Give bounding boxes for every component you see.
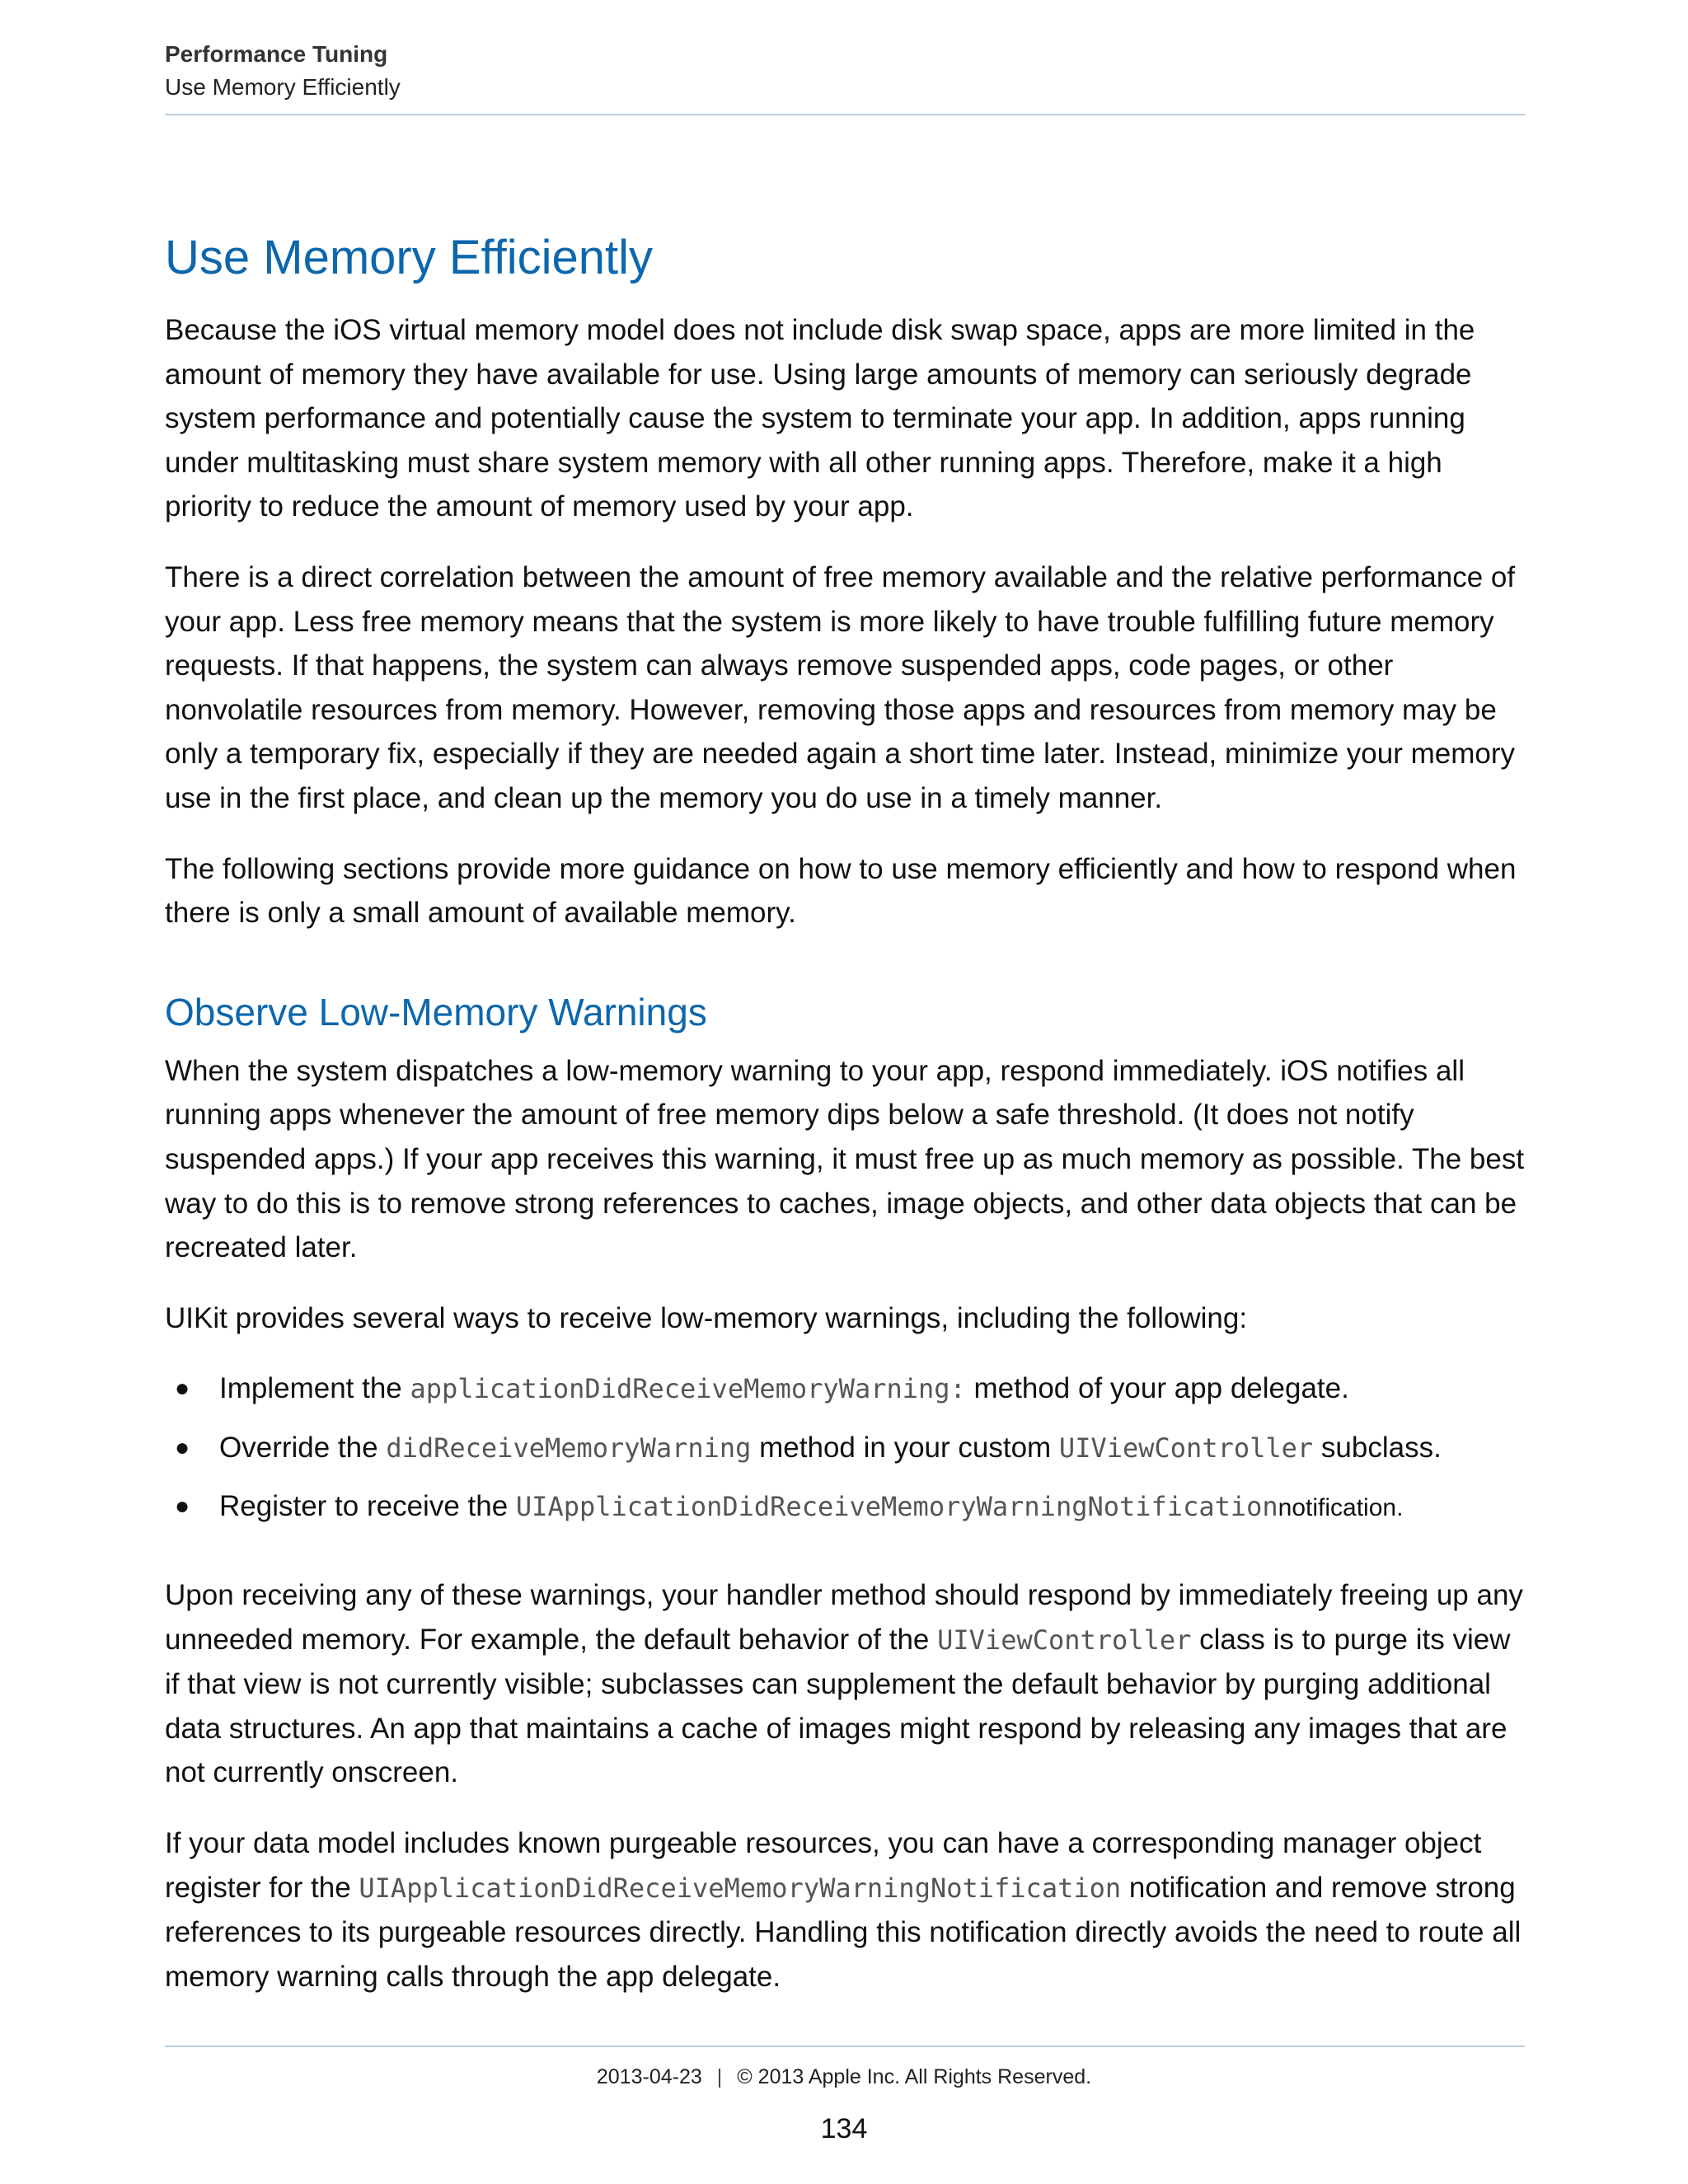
paragraph-text: If your data model includes known purgeable resources, you can have a corresponding manager object register for the bbox=[165, 1827, 1482, 1904]
paragraph-text: Upon receiving any of these warnings, your handler method should respond by immediately freeing up any unneeded memory. For example, the default behavior of the bbox=[165, 1579, 1523, 1656]
footer-copyright: © 2013 Apple Inc. All Rights Reserved. bbox=[737, 2065, 1092, 2088]
footer-date: 2013-04-23 bbox=[596, 2065, 702, 2088]
header-section-title: Use Memory Efficiently bbox=[165, 74, 401, 100]
footer-separator: | bbox=[716, 2065, 723, 2088]
list-item bbox=[165, 1484, 1525, 1530]
warning-methods-list bbox=[165, 1366, 1525, 1530]
subsection-paragraph-1: When the system dispatches a low-memory warning to your app, respond immediately. iOS notifies all running apps whenever the amount of free memory dips below a safe threshold. (It does not notify suspended apps.) If your app receives this warning, it must free up as much memory as possible. The best way to do this is to remove strong references to caches, image objects, and other data objects that can be recreated later. bbox=[165, 1054, 1525, 1264]
main-content bbox=[165, 223, 1525, 2025]
subsection-paragraph-4 bbox=[165, 1821, 1525, 1999]
footer bbox=[0, 2060, 1688, 2093]
page-title: Use Memory Efficiently bbox=[165, 231, 653, 284]
page-number: 134 bbox=[820, 2113, 868, 2144]
list-item bbox=[165, 1366, 1525, 1412]
bullet-icon: ● bbox=[175, 1493, 190, 1521]
list-item-text: Register to receive the bbox=[219, 1490, 516, 1523]
subsection-paragraph-3 bbox=[165, 1573, 1525, 1795]
code-did-receive-memory-warning: didReceiveMemoryWarning bbox=[386, 1432, 752, 1464]
bullet-icon: ● bbox=[175, 1433, 190, 1461]
list-item-text: Implement the bbox=[219, 1372, 410, 1405]
list-item-text: notification. bbox=[1278, 1494, 1404, 1522]
bullet-icon: ● bbox=[175, 1375, 190, 1403]
paragraph-text: class is to purge its view if that view is not currently visible; subclasses can supplement the default behavior by purging additional data structures. An app that maintains a cache of images might respond by releasing any images that are not currently onscreen. bbox=[165, 1623, 1511, 1789]
header-divider bbox=[165, 114, 1525, 115]
code-uiviewcontroller: UIViewController bbox=[1058, 1432, 1314, 1464]
chapter-title: Performance Tuning bbox=[165, 41, 388, 67]
list-item-text: method in your custom bbox=[751, 1431, 1059, 1464]
list-item bbox=[165, 1426, 1525, 1471]
list-item-text: Override the bbox=[219, 1431, 387, 1464]
intro-paragraph-2: There is a direct correlation between the amount of free memory available and the relative performance of your app. Less free memory means that the system is more likely to have trouble fulfilling future memory requests. If that happens, the system can always remove suspended apps, code pages, or other nonvolatile resources from memory. However, removing those apps and resources from memory may be only a temporary fix, especially if they are needed again a short time later. Instead, minimize your memory use in the first place, and clean up the memory you do use in a timely manner. bbox=[165, 560, 1516, 814]
list-item-text: method of your app delegate. bbox=[965, 1372, 1349, 1405]
code-uiviewcontroller: UIViewController bbox=[937, 1624, 1192, 1656]
subsection-paragraph-2: UIKit provides several ways to receive low-memory warnings, including the following: bbox=[165, 1301, 1248, 1334]
paragraph-text: notification and remove strong references to its purgeable resources directly. Handling this notification directly avoids the need to route all memory warning calls through the app delegate. bbox=[165, 1871, 1522, 1993]
footer-divider bbox=[165, 2046, 1525, 2047]
intro-paragraph-1: Because the iOS virtual memory model does not include disk swap space, apps are more limited in the amount of memory they have available for use. Using large amounts of memory can seriously degrade system performance and potentially cause the system to terminate your app. In addition, apps running under multitasking must share system memory with all other running apps. Therefore, make it a high priority to reduce the amount of memory used by your app. bbox=[165, 314, 1475, 523]
subsection-title: Observe Low-Memory Warnings bbox=[165, 990, 707, 1033]
code-memory-warning-notification: UIApplicationDidReceiveMemoryWarningNotification bbox=[359, 1872, 1122, 1904]
running-header bbox=[165, 38, 1525, 104]
intro-paragraph-3: The following sections provide more guidance on how to use memory efficiently and how to respond when there is only a small amount of available memory. bbox=[165, 852, 1517, 930]
code-application-did-receive-memory-warning: applicationDidReceiveMemoryWarning: bbox=[410, 1373, 966, 1405]
code-memory-warning-notification: UIApplicationDidReceiveMemoryWarningNotification bbox=[515, 1491, 1278, 1523]
list-item-text: subclass. bbox=[1313, 1431, 1442, 1464]
